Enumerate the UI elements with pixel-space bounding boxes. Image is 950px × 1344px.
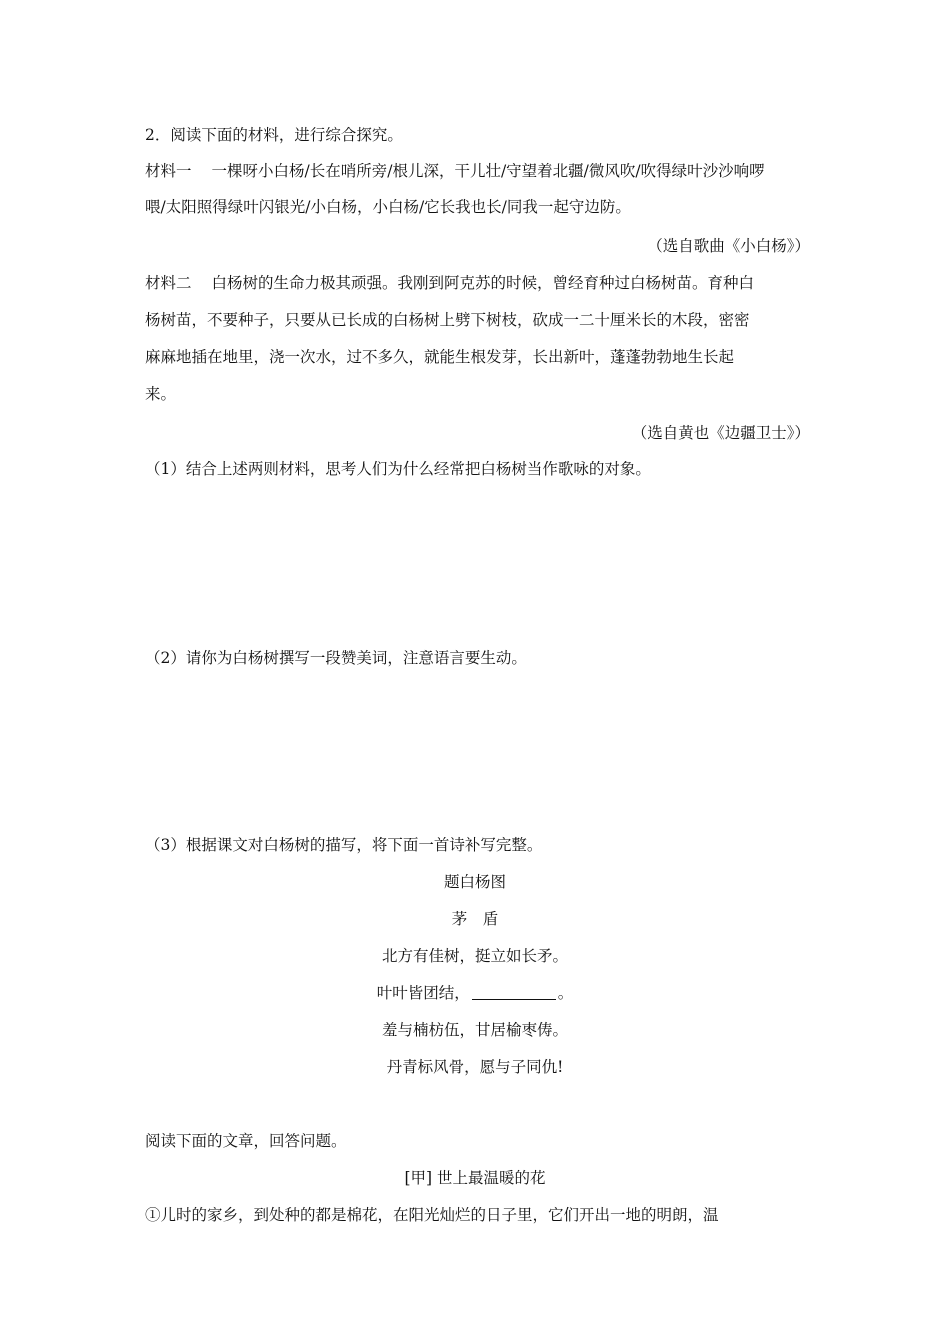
question-header: 2．阅读下面的材料，进行综合探究。 — [145, 126, 403, 144]
subquestion-1: （1）结合上述两则材料，思考人们为什么经常把白杨树当作歌咏的对象。 — [145, 460, 651, 478]
material2-line2: 杨树苗，不要种子，只要从已长成的白杨树上劈下树枝，砍成一二十厘米长的木段，密密 — [145, 311, 750, 329]
reading-title: [甲] 世上最温暖的花 — [404, 1169, 546, 1187]
material2-text: 白杨树的生命力极其顽强。我刚到阿克苏的时候，曾经育种过白杨树苗。育种白 — [211, 274, 755, 292]
material2-line3: 麻麻地插在地里，浇一次水，过不多久，就能生根发芽，长出新叶，蓬蓬勃勃地生长起 — [145, 348, 735, 366]
material1-source: （选自歌曲《小白杨》） — [647, 237, 810, 255]
subquestion-3: （3）根据课文对白杨树的描写，将下面一首诗补写完整。 — [145, 836, 543, 854]
reading-intro: 阅读下面的文章，回答问题。 — [145, 1132, 347, 1150]
material1-label: 材料一 — [145, 162, 192, 180]
poem-title: 题白杨图 — [443, 873, 506, 891]
material2-line4: 来。 — [145, 385, 177, 403]
material2-line1 — [145, 272, 810, 294]
material2-source: （选自黄也《边疆卫士》） — [631, 424, 810, 442]
material1-text: 一棵呀小白杨/长在哨所旁/根儿深，干儿壮/守望着北疆/微风吹/吹得绿叶沙沙响啰 — [211, 162, 765, 180]
poem-line-2-suffix: 。 — [557, 984, 574, 1002]
poem-line-1: 北方有佳树，挺立如长矛。 — [381, 947, 568, 965]
reading-paragraph-1: ①儿时的家乡，到处种的都是棉花，在阳光灿烂的日子里，它们开出一地的明朗，温 — [145, 1206, 719, 1224]
material2-label: 材料二 — [145, 274, 192, 292]
poem-answer-blank[interactable] — [472, 983, 556, 1000]
subquestion-2: （2）请你为白杨树撰写一段赞美词，注意语言要生动。 — [145, 649, 527, 667]
poem-line-2-prefix: 叶叶皆团结， — [376, 984, 470, 1002]
material1-line1 — [145, 160, 810, 182]
poem-line-2 — [145, 982, 805, 1004]
poem-author: 茅 盾 — [451, 910, 499, 928]
material1-line2: 喂/太阳照得绿叶闪银光/小白杨，小白杨/它长我也长/同我一起守边防。 — [145, 198, 631, 216]
poem-line-4: 丹青标风骨，愿与子同仇! — [386, 1058, 564, 1076]
poem-line-3: 羞与楠枋伍，甘居榆枣俦。 — [381, 1021, 568, 1039]
